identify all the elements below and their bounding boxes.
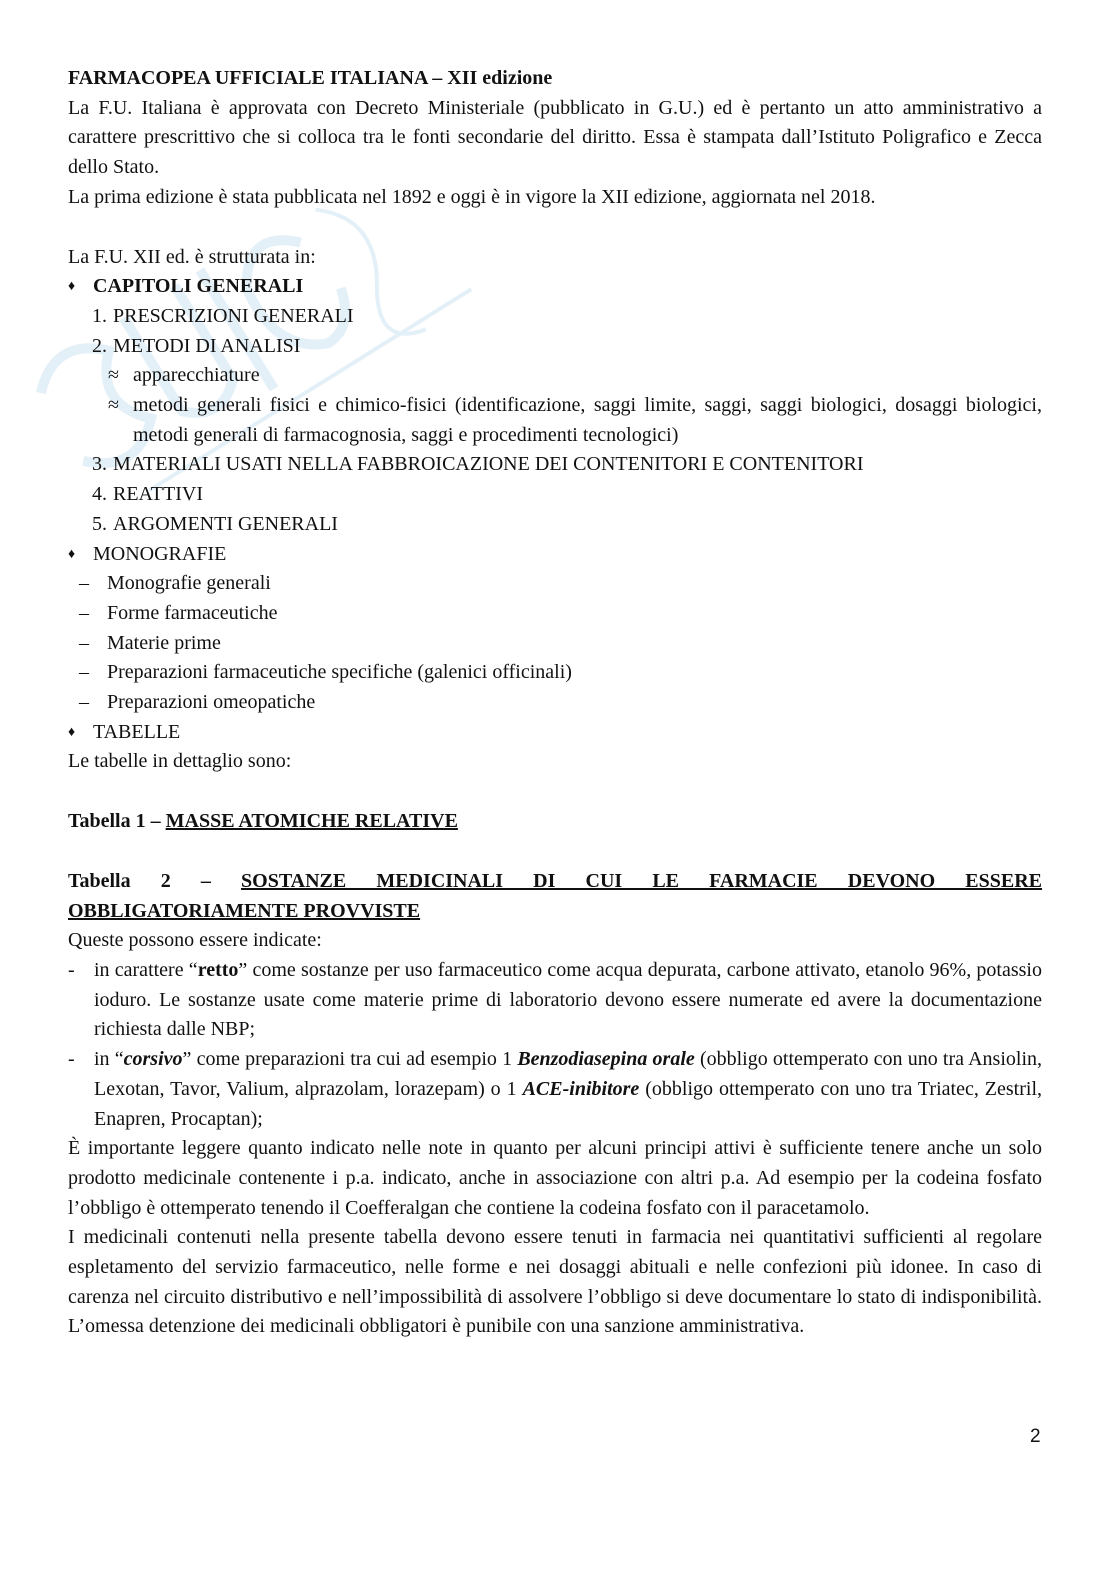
list-number: 1. [92,304,107,327]
tabella1-prefix: Tabella 1 – [68,810,166,833]
list-number: 2. [92,334,107,357]
tabelle-intro: Le tabelle in dettaglio sono: [68,750,292,773]
list-item [68,569,1042,599]
dash-bullet-icon: – [79,601,89,624]
sub-list-item-label: apparecchiature [133,364,260,387]
list-item [68,332,1042,362]
tabella2-item-corsivo [94,1045,1042,1134]
hyphen-bullet-icon: - [68,1048,75,1071]
capitoli-heading: CAPITOLI GENERALI [93,275,304,298]
monografie-heading: MONOGRAFIE [93,542,227,565]
approx-bullet-icon: ≈ [108,364,119,387]
dash-bullet-icon: – [79,661,89,684]
dash-bullet-icon: – [79,691,89,714]
list-number: 4. [92,483,107,506]
text-run-bold: retto [197,958,239,981]
tabella2-rules-paragraph: I medicinali contenuti nella presente tabella devono essere tenuti in farmacia nei quantitativi sufficienti al regolare espletamento del servizio farmaceutico, nelle forme e nei dosaggi abituali e nelle confezioni più idonee. In caso di carenza nel circuito distributivo e nell’impossibilità di assolvere l’obbligo si deve documentare lo stato di indisponibilità. L’omessa detenzione dei medicinali obbligatori è punibile con una sanzione amministrativa. [68,1226,1042,1338]
tabella2-heading-line2 [68,897,1042,927]
text-run: in carattere “ [94,958,198,981]
list-item-label: Forme farmaceutiche [107,601,278,624]
diamond-bullet-icon: ♦ [68,546,76,562]
text-run-bold-italic: corsivo [123,1048,183,1071]
list-item [68,688,1042,718]
text-run: ” come preparazioni tra cui ad esempio 1 [182,1048,518,1071]
dash-bullet-icon: – [79,572,89,595]
tabella2-prefix: Tabella 2 – [68,869,242,892]
tabella2-heading [68,867,1042,926]
tabella2-title-line1: SOSTANZE MEDICINALI DI CUI LE FARMACIE DEVONO ESSERE [241,869,1043,892]
list-item-label: ARGOMENTI GENERALI [113,512,338,535]
tabella2-title-line2: OBBLIGATORIAMENTE PROVVISTE [68,899,421,922]
text-run-bold-italic: Benzodiasepina orale [517,1048,695,1071]
text-run: ” come sostanze per uso farmaceutico come acqua depurata, carbone attivato, etanolo 96%, potassio ioduro. Le sostanze usate come materie prime di laboratorio devono essere numerate ed avere la documentazione richiesta dalle NBP; [94,958,1042,1041]
list-item [68,510,1042,540]
list-number: 5. [92,512,107,535]
text-run: (obbligo ottemperato con uno tra Ansiolin, Lexotan, Tavor, Valium, alprazolam, lorazepam) o 1 [94,1048,1042,1100]
list-item [68,629,1042,659]
sub-list-item-label: metodi generali fisici e chimico-fisici (identificazione, saggi limite, saggi, saggi biologici, dosaggi biologici, metodi generali di farmacognosia, saggi e procedimenti tecnologici) [133,394,1042,446]
list-item [68,658,1042,688]
list-item-label: METODI DI ANALISI [113,334,301,357]
text-run: in “ [94,1048,124,1071]
structure-intro: La F.U. XII ed. è strutturata in: [68,245,316,268]
section-tabelle [68,718,1042,748]
sub-list-item [68,361,1042,391]
list-item-label: PRESCRIZIONI GENERALI [113,304,354,327]
list-item-label: Monografie generali [107,572,271,595]
tabella1-heading [68,807,1042,837]
hyphen-bullet-icon: - [68,958,75,981]
intro-paragraph-edition: La prima edizione è stata pubblicata nel 1892 e oggi è in vigore la XII edizione, aggiornata nel 2018. [68,185,876,208]
tabella2-item-retto [94,956,1042,1045]
approx-bullet-icon: ≈ [108,394,119,417]
diamond-bullet-icon: ♦ [68,279,76,295]
page-number: 2 [1030,1426,1041,1447]
list-number: 3. [92,453,107,476]
list-item [68,599,1042,629]
tabella1-title: MASSE ATOMICHE RELATIVE [165,810,458,833]
list-item-label: Preparazioni farmaceutiche specifiche (galenici officinali) [107,661,572,684]
section-capitoli [68,272,1042,302]
dash-bullet-icon: – [79,631,89,654]
tabelle-heading: TABELLE [93,720,181,743]
tabella2-heading-line1 [68,867,1042,897]
list-item [68,956,1042,1045]
document-page [68,64,1042,1342]
list-item [68,1045,1042,1134]
list-item [68,480,1042,510]
list-item-label: REATTIVI [113,483,203,506]
list-item-label: Preparazioni omeopatiche [107,691,316,714]
section-monografie [68,540,1042,570]
list-item-label: MATERIALI USATI NELLA FABBROICAZIONE DEI CONTENITORI E CONTENITORI [113,453,864,476]
intro-paragraph: La F.U. Italiana è approvata con Decreto Ministeriale (pubblicato in G.U.) ed è pertanto un atto amministrativo a carattere prescrittivo che si colloca tra le fonti secondarie del diritto. Essa è stampata dall’Istituto Poligrafico e Zecca dello Stato. [68,96,1042,179]
text-run: (obbligo ottemperato con uno tra Triatec, Zestril, Enapren, Procaptan); [94,1077,1042,1130]
list-item [68,450,1042,480]
diamond-bullet-icon: ♦ [68,724,76,740]
list-item [68,302,1042,332]
page-title: FARMACOPEA UFFICIALE ITALIANA – XII edizione [68,67,553,89]
text-run-bold-italic: ACE-inibitore [522,1077,640,1100]
tabella2-lead: Queste possono essere indicate: [68,929,322,952]
sub-list-item [68,391,1042,450]
tabella2-note-paragraph: È importante leggere quanto indicato nelle note in quanto per alcuni principi attivi è sufficiente tenere anche un solo prodotto medicinale contenente i p.a. indicato, anche in associazione con altri p.a. Ad esempio per la codeina fosfato l’obbligo è ottemperato tenendo il Coefferalgan che contiene la codeina fosfato con il paracetamolo. [68,1137,1042,1219]
list-item-label: Materie prime [107,631,221,654]
